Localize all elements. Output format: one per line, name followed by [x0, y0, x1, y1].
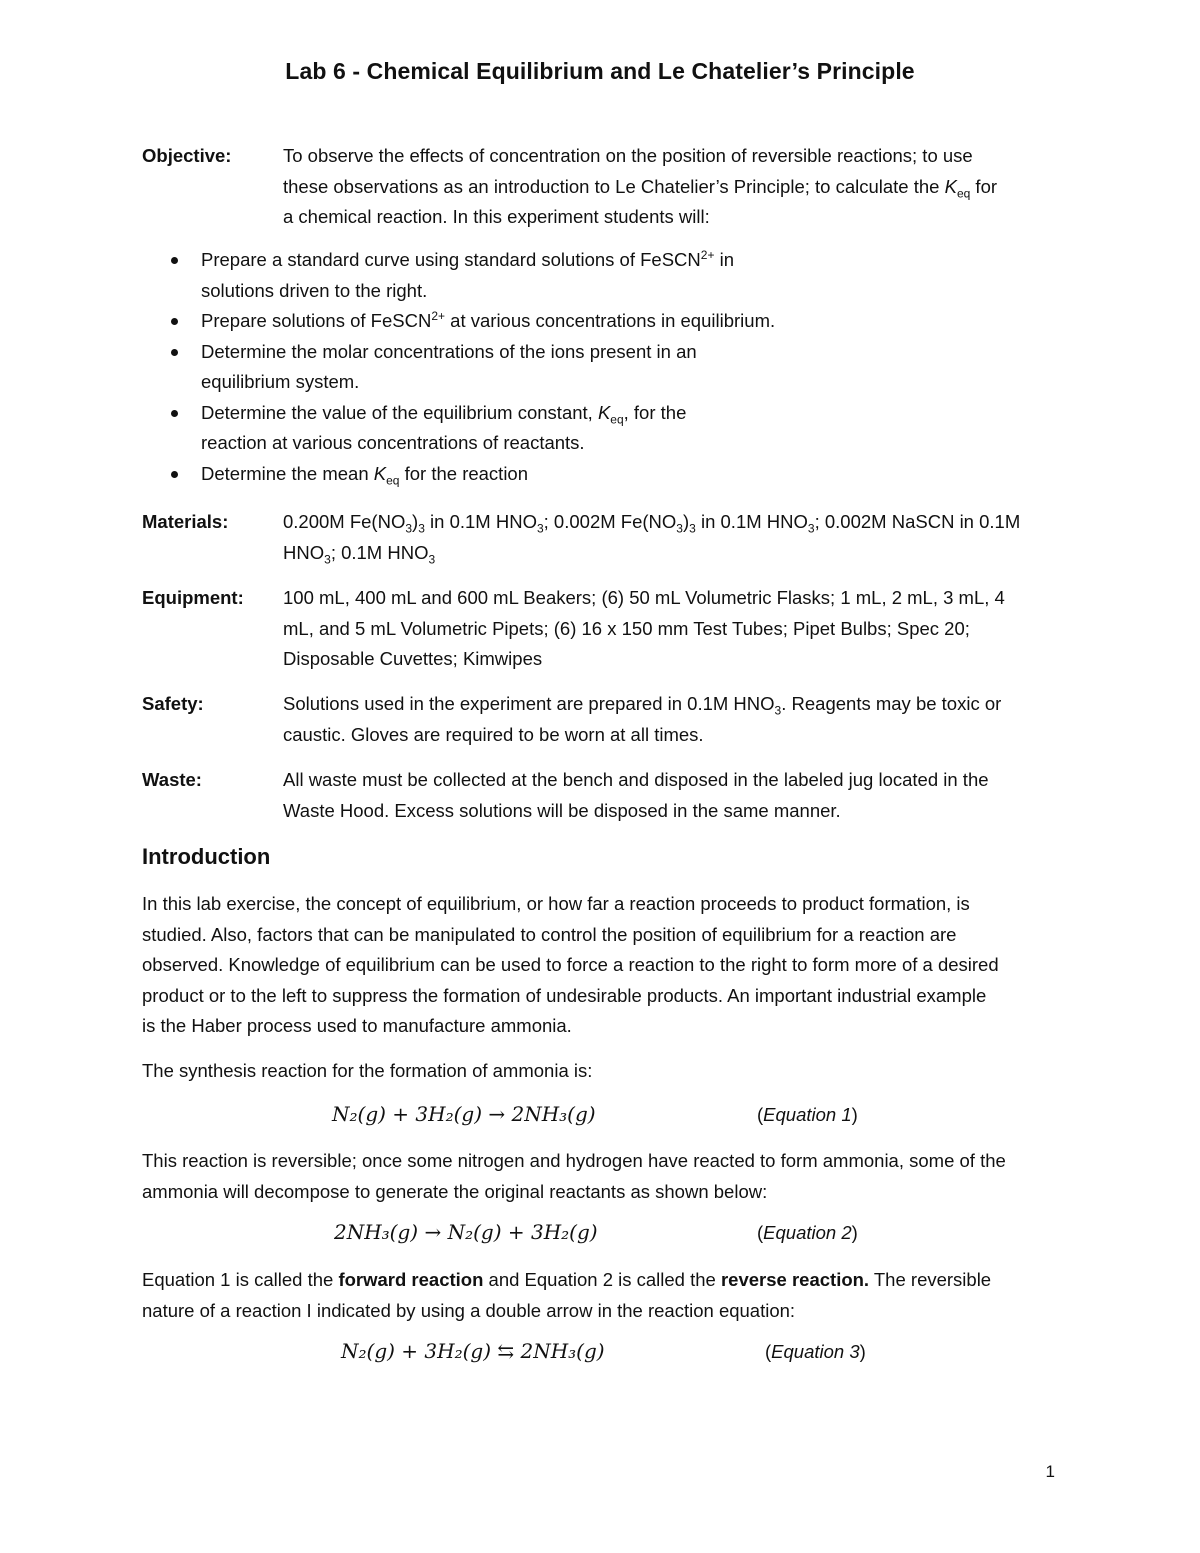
reverse-reaction-term: reverse reaction. [720, 1269, 870, 1290]
bullet-text-end: in [714, 249, 735, 270]
bullet-text: Determine the mean [201, 462, 374, 484]
text-run: in 0.1M HNO [424, 511, 537, 532]
bullet-icon [171, 471, 178, 478]
bullet-icon [171, 349, 178, 356]
safety-label: Safety: [142, 693, 204, 714]
bullet-text-cont: equilibrium system. [201, 371, 360, 392]
intro-paragraph-2: The synthesis reaction for the formation of ammonia is: [142, 1060, 593, 1081]
bullet-icon [171, 318, 178, 325]
equipment-text [283, 583, 1073, 675]
text-run: and Equation 2 is called the [483, 1269, 721, 1290]
keq-symbol: K [944, 175, 957, 197]
page-title: Lab 6 - Chemical Equilibrium and Le Chatelier’s Principle [285, 58, 915, 84]
objective-line-2 [283, 172, 1073, 203]
bullet-text: Prepare a standard curve using standard solutions of FeSCN [201, 249, 701, 270]
keq-subscript: eq [386, 473, 400, 488]
text-run: . Reagents may be toxic or [781, 693, 1002, 714]
objective-line-2-end: for [970, 175, 998, 197]
forward-reaction-term: forward reaction [338, 1269, 484, 1290]
paren: ) [851, 1104, 858, 1125]
superscript: 2+ [431, 308, 446, 323]
text-run: The reversible [869, 1269, 992, 1290]
list-item [171, 245, 811, 306]
equation-3-tag [765, 1341, 866, 1363]
objective-label: Objective: [142, 145, 232, 166]
waste-text [283, 765, 1073, 826]
paren: ( [757, 1104, 764, 1125]
bullet-text: Determine the molar concentrations of the ions present in an [201, 340, 697, 362]
equation-2-formula: 2NH₃(g) → N₂(g) + 3H₂(g) [334, 1220, 598, 1244]
page-number: 1 [1045, 1462, 1055, 1481]
paren: ( [757, 1222, 764, 1243]
bullet-text-cont: reaction at various concentrations of reactants. [201, 432, 585, 453]
bullet-icon [171, 257, 178, 264]
safety-text [283, 689, 1073, 750]
materials-label: Materials: [142, 511, 229, 532]
paren: ( [765, 1341, 772, 1362]
list-item [171, 459, 811, 490]
materials-line-2 [283, 538, 1073, 569]
bullet-icon [171, 410, 178, 417]
equation-label: Equation 3 [771, 1341, 860, 1362]
paragraph-line: ammonia will decompose to generate the original reactants as shown below: [142, 1180, 768, 1202]
paragraph-line: This reaction is reversible; once some nitrogen and hydrogen have reacted to form ammonia, some of the [142, 1150, 1006, 1171]
equipment-line-3: Disposable Cuvettes; Kimwipes [283, 648, 543, 669]
materials-text [283, 507, 1073, 568]
objective-line-1: To observe the effects of concentration on the position of reversible reactions; to use [283, 145, 973, 166]
materials-line-1 [283, 507, 1073, 538]
equation-1-tag [757, 1104, 858, 1126]
waste-label: Waste: [142, 769, 202, 790]
subscript: 3 [418, 521, 425, 536]
keq-subscript: eq [956, 186, 971, 201]
subscript: 3 [689, 521, 696, 536]
text-run: Equation 1 is called the [142, 1269, 339, 1290]
text-run: ; 0.002M NaSCN in 0.1M [814, 511, 1021, 532]
subscript: 3 [536, 521, 544, 536]
keq-symbol: K [373, 462, 387, 484]
equation-1-formula: N₂(g) + 3H₂(g) → 2NH₃(g) [332, 1102, 596, 1126]
bullet-text-end: for the reaction [399, 462, 529, 484]
safety-line-1 [283, 689, 1073, 720]
equation-3-formula: N₂(g) + 3H₂(g) ⇆ 2NH₃(g) [341, 1339, 605, 1363]
text-run: Solutions used in the experiment are prepared in 0.1M HNO [283, 693, 775, 714]
text-run: 0.200M Fe(NO [283, 511, 406, 532]
subscript: 3 [807, 521, 815, 536]
equipment-label: Equipment: [142, 587, 244, 608]
bullet-text: Determine the value of the equilibrium constant, [201, 401, 598, 423]
text-run: HNO [283, 541, 325, 563]
equation-label: Equation 2 [763, 1222, 852, 1243]
subscript: 3 [428, 552, 436, 567]
keq-symbol: K [597, 401, 611, 423]
list-item [171, 398, 811, 459]
intro-paragraph-4 [142, 1265, 1072, 1326]
paragraph-line: observed. Knowledge of equilibrium can be used to force a reaction to the right to form more of a desired [142, 954, 999, 975]
paragraph-line: product or to the left to suppress the formation of undesirable products. An important industrial example [142, 984, 987, 1006]
equation-2-tag [757, 1222, 858, 1244]
subscript: 3 [324, 552, 331, 567]
keq-subscript: eq [610, 412, 624, 427]
paragraph-line: nature of a reaction I indicated by using a double arrow in the reaction equation: [142, 1299, 796, 1321]
superscript: 2+ [700, 247, 715, 262]
paren: ) [851, 1222, 858, 1243]
objective-line-2-text: these observations as an introduction to Le Chatelier’s Principle; to calculate the [283, 175, 945, 197]
text-run: ; 0.1M HNO [330, 541, 429, 563]
list-item [171, 337, 811, 398]
objective-bullet-list [171, 245, 811, 489]
bullet-text: Prepare solutions of FeSCN [201, 310, 432, 331]
subscript: 3 [405, 521, 413, 536]
subscript: 3 [676, 521, 683, 536]
intro-paragraph-3 [142, 1146, 1072, 1207]
equation-label: Equation 1 [763, 1104, 852, 1125]
bullet-text-end: , for the [623, 401, 687, 423]
equipment-line-1: 100 mL, 400 mL and 600 mL Beakers; (6) 50 mL Volumetric Flasks; 1 mL, 2 mL, 3 mL, 4 [283, 587, 1005, 608]
equipment-line-2: mL, and 5 mL Volumetric Pipets; (6) 16 x 150 mm Test Tubes; Pipet Bulbs; Spec 20; [283, 617, 970, 639]
waste-line-2: Waste Hood. Excess solutions will be disposed in the same manner. [283, 799, 841, 821]
list-item [171, 306, 811, 337]
text-run: ) [682, 511, 690, 532]
objective-line-3: a chemical reaction. In this experiment students will: [283, 206, 710, 227]
text-run: ; 0.002M Fe(NO [543, 511, 677, 532]
paragraph-line [142, 1265, 1072, 1296]
text-run: ) [412, 511, 419, 532]
waste-line-1: All waste must be collected at the bench and disposed in the labeled jug located in the [283, 769, 989, 790]
text-run: in 0.1M HNO [695, 511, 808, 532]
objective-text [283, 141, 1073, 233]
paragraph-line: is the Haber process used to manufacture ammonia. [142, 1015, 572, 1036]
intro-paragraph-1 [142, 889, 1072, 1042]
bullet-text-cont: solutions driven to the right. [201, 279, 428, 301]
introduction-heading: Introduction [142, 844, 271, 869]
paragraph-line: studied. Also, factors that can be manipulated to control the position of equilibrium for a reaction are [142, 923, 957, 945]
paren: ) [859, 1341, 866, 1362]
bullet-text-end: at various concentrations in equilibrium. [445, 310, 776, 331]
subscript: 3 [774, 703, 782, 718]
safety-line-2: caustic. Gloves are required to be worn at all times. [283, 723, 704, 745]
paragraph-line: In this lab exercise, the concept of equilibrium, or how far a reaction proceeds to product formation, is [142, 893, 970, 914]
